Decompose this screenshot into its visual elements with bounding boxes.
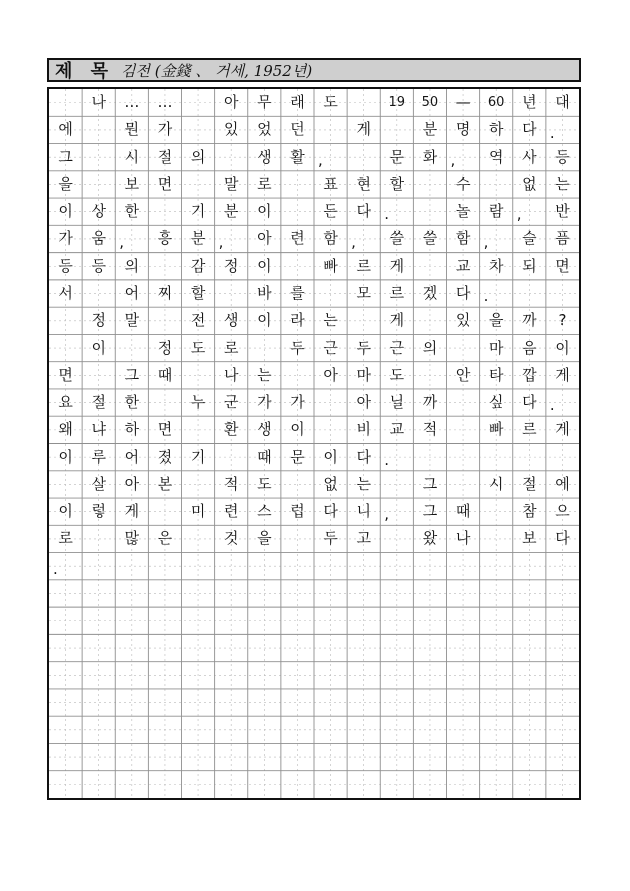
manuscript-cell: 기 [190, 447, 206, 466]
manuscript-cell: — [455, 93, 471, 112]
manuscript-cell [49, 89, 82, 116]
manuscript-cell: 19 [388, 95, 406, 111]
manuscript-cell: 뭔 [124, 120, 140, 139]
manuscript-cell: 게 [124, 502, 140, 521]
manuscript-cell: 흥 [157, 229, 173, 248]
manuscript-cell: 때 [157, 365, 173, 384]
manuscript-cell: 있 [223, 120, 239, 139]
manuscript-cell: , [450, 150, 456, 169]
manuscript-cell: 이 [58, 202, 73, 221]
manuscript-cell: , [318, 150, 323, 169]
manuscript-cell: 은 [157, 529, 173, 548]
manuscript-cell [82, 171, 115, 198]
manuscript-cell: 것 [223, 529, 239, 548]
manuscript-cell: 는 [356, 474, 371, 493]
manuscript-cell: 래 [290, 93, 305, 112]
manuscript-cell [182, 362, 215, 389]
manuscript-cell [281, 525, 314, 552]
manuscript-cell: 타 [488, 365, 504, 384]
manuscript-cell [215, 444, 248, 471]
manuscript-cell: 교 [389, 420, 405, 439]
manuscript-cell: 미 [190, 502, 206, 521]
manuscript-cell: 냐 [91, 420, 106, 439]
manuscript-cell: 되 [522, 256, 537, 275]
manuscript-cell: 놀 [455, 202, 471, 221]
manuscript-cell: 렇 [91, 502, 106, 521]
manuscript-cell: 이 [555, 338, 570, 357]
manuscript-cell: 쓸 [422, 229, 438, 248]
manuscript-cell: 아 [323, 365, 338, 384]
manuscript-cell: 라 [290, 311, 305, 330]
manuscript-cell: 한 [124, 202, 140, 221]
manuscript-cell: 르 [389, 284, 405, 302]
manuscript-cell: 시 [124, 147, 140, 166]
manuscript-cell [347, 307, 380, 334]
manuscript-cell: 할 [190, 284, 206, 302]
manuscript-cell: 생 [223, 311, 239, 330]
manuscript-cell [480, 525, 513, 552]
manuscript-cell: 다 [323, 502, 338, 521]
manuscript-cell [281, 171, 314, 198]
title-bar [47, 58, 581, 82]
manuscript-cell [281, 198, 314, 225]
manuscript-cell: 이 [290, 420, 305, 439]
manuscript-cell: 때 [455, 502, 471, 521]
manuscript-cell: . [549, 123, 555, 142]
manuscript-cell: 근 [389, 338, 405, 357]
manuscript-cell: 을 [58, 174, 73, 193]
manuscript-cell: 이 [257, 202, 272, 221]
manuscript-cell: 명 [455, 120, 471, 139]
manuscript-cell: 활 [290, 147, 305, 166]
manuscript-cell [148, 389, 181, 416]
manuscript-cell [182, 416, 215, 443]
manuscript-cell [513, 280, 546, 307]
manuscript-cell: 두 [323, 529, 338, 548]
manuscript-cell: 도 [389, 365, 405, 384]
manuscript-cell: 게 [555, 420, 570, 439]
manuscript-cell [413, 307, 446, 334]
manuscript-cell: 면 [157, 174, 173, 193]
manuscript-cell: . [53, 559, 58, 578]
manuscript-cell: 다 [356, 202, 371, 221]
manuscript-cell [347, 144, 380, 171]
manuscript-cell [314, 416, 347, 443]
manuscript-cell: 절 [522, 474, 537, 493]
manuscript-cell: 누 [190, 393, 206, 412]
manuscript-cell: 50 [421, 95, 439, 111]
manuscript-cell: 던 [290, 120, 305, 139]
manuscript-cell: 도 [323, 93, 338, 112]
manuscript-cell: 상 [91, 202, 106, 221]
manuscript-cell: 두 [290, 338, 305, 357]
manuscript-cell: 한 [124, 393, 140, 412]
manuscript-cell: 니 [356, 502, 371, 521]
manuscript-cell: 는 [555, 174, 570, 193]
manuscript-cell: 게 [356, 120, 371, 139]
manuscript-cell: 로 [223, 338, 239, 357]
manuscript-cell: 분 [223, 202, 239, 221]
manuscript-cell [215, 553, 248, 580]
manuscript-cell: 가 [290, 393, 305, 412]
manuscript-cell [380, 553, 413, 580]
manuscript-cell: 르 [522, 420, 537, 439]
manuscript-cell [546, 280, 579, 307]
manuscript-cell: 아 [356, 393, 371, 412]
manuscript-cell [82, 553, 115, 580]
manuscript-cell: 루 [91, 447, 106, 466]
manuscript-cell [49, 471, 82, 498]
manuscript-cell: 다 [555, 529, 570, 548]
manuscript-cell: 에 [58, 120, 73, 139]
manuscript-cell: … [157, 93, 173, 112]
manuscript-cell: 이 [323, 447, 338, 466]
manuscript-cell: 60 [487, 95, 505, 111]
manuscript-cell: 교 [455, 256, 471, 275]
manuscript-cell [215, 144, 248, 171]
manuscript-cell: 에 [555, 474, 570, 493]
manuscript-cell [148, 253, 181, 280]
manuscript-cell [546, 553, 579, 580]
manuscript-cell [513, 444, 546, 471]
manuscript-cell: 서 [58, 284, 73, 302]
manuscript-cell [447, 553, 480, 580]
manuscript-cell [480, 553, 513, 580]
manuscript-cell: 무 [257, 93, 272, 112]
manuscript-cell [49, 334, 82, 361]
manuscript-cell [182, 116, 215, 143]
manuscript-cell [148, 198, 181, 225]
manuscript-cell [182, 471, 215, 498]
manuscript-cell: 다 [522, 120, 537, 139]
manuscript-cell [314, 116, 347, 143]
manuscript-cell: 차 [488, 256, 504, 275]
manuscript-cell: 어 [124, 284, 140, 302]
manuscript-cell: 절 [91, 393, 106, 412]
manuscript-cell: 등 [91, 256, 106, 275]
manuscript-cell: , [218, 232, 224, 251]
manuscript-cell: 정 [91, 311, 106, 330]
manuscript-cell: , [119, 232, 125, 251]
manuscript-cell [182, 171, 215, 198]
manuscript-cell: 슬 [522, 229, 537, 248]
manuscript-cell [546, 444, 579, 471]
manuscript-cell [182, 525, 215, 552]
manuscript-cell [281, 471, 314, 498]
manuscript-cell [413, 444, 446, 471]
manuscript-cell [148, 498, 181, 525]
manuscript-cell: 으 [555, 502, 570, 521]
manuscript-cell: 깝 [522, 365, 537, 384]
manuscript-cell: 왜 [58, 420, 73, 439]
manuscript-cell: ? [558, 311, 567, 330]
manuscript-cell: 로 [257, 174, 272, 193]
manuscript-cell [82, 144, 115, 171]
manuscript-cell: 는 [323, 311, 338, 330]
manuscript-cell: 함 [323, 229, 338, 248]
manuscript-cell [115, 553, 148, 580]
manuscript-cell: 든 [323, 202, 338, 221]
manuscript-cell: 빠 [488, 420, 504, 439]
manuscript-cell: 요 [58, 393, 73, 412]
manuscript-cell: 면 [157, 420, 173, 439]
manuscript-cell: 수 [455, 174, 471, 193]
manuscript-cell [248, 334, 281, 361]
manuscript-cell: . [384, 450, 390, 469]
manuscript-cell: 생 [257, 147, 272, 166]
manuscript-cell: 를 [290, 284, 305, 302]
manuscript-cell: 이 [58, 502, 73, 521]
manuscript-cell: , [483, 232, 489, 251]
manuscript-cell [347, 553, 380, 580]
manuscript-cell: 적 [422, 420, 438, 439]
manuscript-cell: 고 [356, 529, 371, 548]
manuscript-cell: . [549, 396, 555, 415]
manuscript-cell: 년 [522, 93, 537, 112]
manuscript-cell: 대 [555, 93, 570, 112]
manuscript-cell: 아 [124, 474, 140, 493]
manuscript-cell: 다 [455, 284, 471, 302]
manuscript-cell [82, 525, 115, 552]
manuscript-cell [281, 553, 314, 580]
manuscript-cell [82, 362, 115, 389]
manuscript-cell [447, 444, 480, 471]
manuscript-grid [47, 87, 581, 800]
manuscript-cell: 없 [522, 174, 537, 193]
manuscript-cell [447, 389, 480, 416]
manuscript-cell: . [483, 287, 489, 306]
manuscript-cell: 생 [257, 420, 272, 439]
manuscript-cell: 픔 [555, 229, 570, 248]
manuscript-cell: , [351, 232, 356, 251]
manuscript-cell: 기 [190, 202, 206, 221]
manuscript-cell [413, 553, 446, 580]
manuscript-cell: 빠 [323, 256, 338, 275]
manuscript-cell: 이 [91, 338, 106, 357]
manuscript-cell: 는 [257, 365, 272, 384]
manuscript-cell: 어 [124, 447, 140, 466]
manuscript-cell: 참 [522, 502, 537, 521]
manuscript-cell: 의 [124, 256, 140, 275]
manuscript-cell: 모 [356, 284, 371, 302]
manuscript-cell: 많 [124, 529, 140, 548]
manuscript-cell: 전 [190, 311, 206, 330]
manuscript-cell: 나 [455, 529, 471, 548]
manuscript-cell: 움 [91, 229, 106, 248]
manuscript-cell: 졌 [157, 447, 173, 466]
manuscript-cell: 살 [91, 474, 106, 493]
manuscript-cell: 문 [290, 447, 305, 466]
manuscript-cell: 때 [257, 447, 272, 466]
manuscript-cell [314, 280, 347, 307]
manuscript-cell: 르 [356, 256, 371, 275]
manuscript-cell [215, 280, 248, 307]
manuscript-cell: 도 [257, 474, 272, 493]
manuscript-cell: 정 [223, 256, 239, 275]
manuscript-cell [413, 171, 446, 198]
manuscript-cell: 할 [389, 174, 405, 193]
manuscript-cell: 본 [157, 474, 173, 493]
manuscript-cell: … [124, 93, 140, 112]
manuscript-cell [347, 89, 380, 116]
manuscript-cell [513, 553, 546, 580]
manuscript-cell: 안 [455, 365, 471, 384]
manuscript-cell: 문 [389, 147, 405, 166]
manuscript-cell: 아 [223, 93, 239, 112]
manuscript-cell: 다 [522, 393, 537, 412]
manuscript-cell: 의 [422, 338, 438, 357]
manuscript-cell: 이 [257, 311, 272, 330]
manuscript-cell: 현 [356, 174, 371, 193]
manuscript-cell: 등 [555, 147, 570, 166]
manuscript-cell [182, 89, 215, 116]
manuscript-cell: 역 [488, 147, 504, 166]
manuscript-cell: , [516, 205, 522, 224]
manuscript-cell: 없 [323, 474, 338, 493]
manuscript-cell: 적 [223, 474, 239, 493]
manuscript-cell: 스 [257, 502, 272, 521]
manuscript-cell: 환 [223, 420, 239, 439]
manuscript-cell: 겠 [422, 284, 438, 302]
manuscript-cell: 다 [356, 447, 371, 466]
manuscript-cell: 아 [257, 229, 272, 248]
manuscript-cell: 련 [290, 229, 305, 248]
manuscript-cell: 보 [124, 174, 140, 193]
manuscript-cell: 왔 [422, 529, 438, 548]
manuscript-cell [380, 116, 413, 143]
manuscript-cell: 이 [257, 256, 272, 275]
manuscript-cell [248, 553, 281, 580]
manuscript-cell: 면 [555, 256, 570, 275]
manuscript-cell: 게 [555, 365, 570, 384]
manuscript-cell: 하 [124, 420, 140, 439]
manuscript-cell [281, 253, 314, 280]
manuscript-cell [115, 334, 148, 361]
manuscript-cell: 도 [190, 338, 206, 357]
manuscript-cell: 군 [223, 393, 239, 412]
manuscript-cell: 었 [257, 120, 272, 139]
manuscript-cell: 마 [488, 338, 504, 357]
manuscript-cell [447, 471, 480, 498]
manuscript-cell: 람 [488, 202, 504, 221]
manuscript-cell: 나 [223, 365, 239, 384]
manuscript-cell: 로 [58, 529, 73, 548]
manuscript-cell: 의 [190, 147, 206, 166]
manuscript-cell: . [384, 205, 390, 224]
manuscript-cell [82, 280, 115, 307]
manuscript-cell: 그 [58, 147, 73, 166]
manuscript-cell: 사 [522, 147, 537, 166]
manuscript-cell: 음 [522, 338, 537, 357]
manuscript-cell: 닐 [389, 393, 405, 412]
manuscript-cell [314, 553, 347, 580]
manuscript-cell: 까 [522, 311, 537, 330]
manuscript-cell: 쓸 [389, 229, 405, 248]
manuscript-cell [49, 307, 82, 334]
manuscript-cell: 가 [157, 120, 173, 139]
manuscript-cell: 게 [389, 311, 405, 330]
manuscript-cell: 감 [190, 256, 206, 275]
manuscript-cell: 있 [455, 311, 471, 330]
manuscript-cell: 마 [356, 365, 371, 384]
manuscript-cell: 나 [91, 93, 106, 112]
manuscript-cell: 이 [58, 447, 73, 466]
manuscript-cell: 그 [124, 365, 140, 384]
manuscript-cell [413, 253, 446, 280]
manuscript-cell: 분 [190, 229, 206, 248]
manuscript-cell: 등 [58, 256, 73, 275]
manuscript-cell: 비 [356, 420, 371, 439]
manuscript-cell: 화 [422, 147, 438, 166]
manuscript-cell: 절 [157, 147, 173, 166]
manuscript-cell [148, 553, 181, 580]
manuscript-cell: 두 [356, 338, 371, 357]
manuscript-cell: 그 [422, 502, 438, 521]
title-label: 제 목 [55, 61, 115, 82]
manuscript-cell: 을 [257, 529, 272, 548]
manuscript-cell: 근 [323, 338, 338, 357]
manuscript-cell [380, 471, 413, 498]
manuscript-cell: 하 [488, 120, 504, 139]
manuscript-cell: , [384, 505, 390, 524]
manuscript-cell: 싶 [488, 393, 504, 412]
manuscript-cell [480, 171, 513, 198]
manuscript-cell [413, 198, 446, 225]
manuscript-cell: 표 [323, 174, 338, 193]
manuscript-cell [447, 416, 480, 443]
manuscript-cell: 게 [389, 256, 405, 275]
manuscript-cell [281, 362, 314, 389]
manuscript-cell [480, 444, 513, 471]
manuscript-cell: 바 [257, 284, 272, 302]
manuscript-cell [413, 362, 446, 389]
manuscript-cell: 을 [488, 311, 504, 330]
title-text: 김전 (金錢 、 거세, 1952년) [121, 61, 313, 80]
manuscript-cell [182, 553, 215, 580]
manuscript-cell: 찌 [157, 284, 173, 302]
manuscript-cell: 정 [157, 338, 173, 357]
manuscript-cell: 보 [522, 529, 537, 548]
manuscript-cell [380, 525, 413, 552]
manuscript-cell: 까 [422, 393, 438, 412]
manuscript-cell: 시 [488, 474, 504, 493]
manuscript-cell: 말 [223, 174, 239, 193]
manuscript-cell: 그 [422, 474, 438, 493]
manuscript-cell: 반 [555, 202, 570, 221]
manuscript-cell: 함 [455, 229, 471, 248]
manuscript-cell: 럽 [290, 502, 305, 521]
manuscript-cell [314, 389, 347, 416]
manuscript-cell: 가 [58, 229, 73, 248]
manuscript-cell: 련 [223, 502, 239, 521]
manuscript-cell [148, 307, 181, 334]
manuscript-cell: 분 [422, 120, 438, 139]
manuscript-cell [480, 498, 513, 525]
manuscript-cell [447, 334, 480, 361]
manuscript-cell [82, 116, 115, 143]
manuscript-cell: 말 [124, 311, 140, 330]
manuscript-cell: 면 [58, 365, 73, 384]
manuscript-cell: 가 [257, 393, 272, 412]
